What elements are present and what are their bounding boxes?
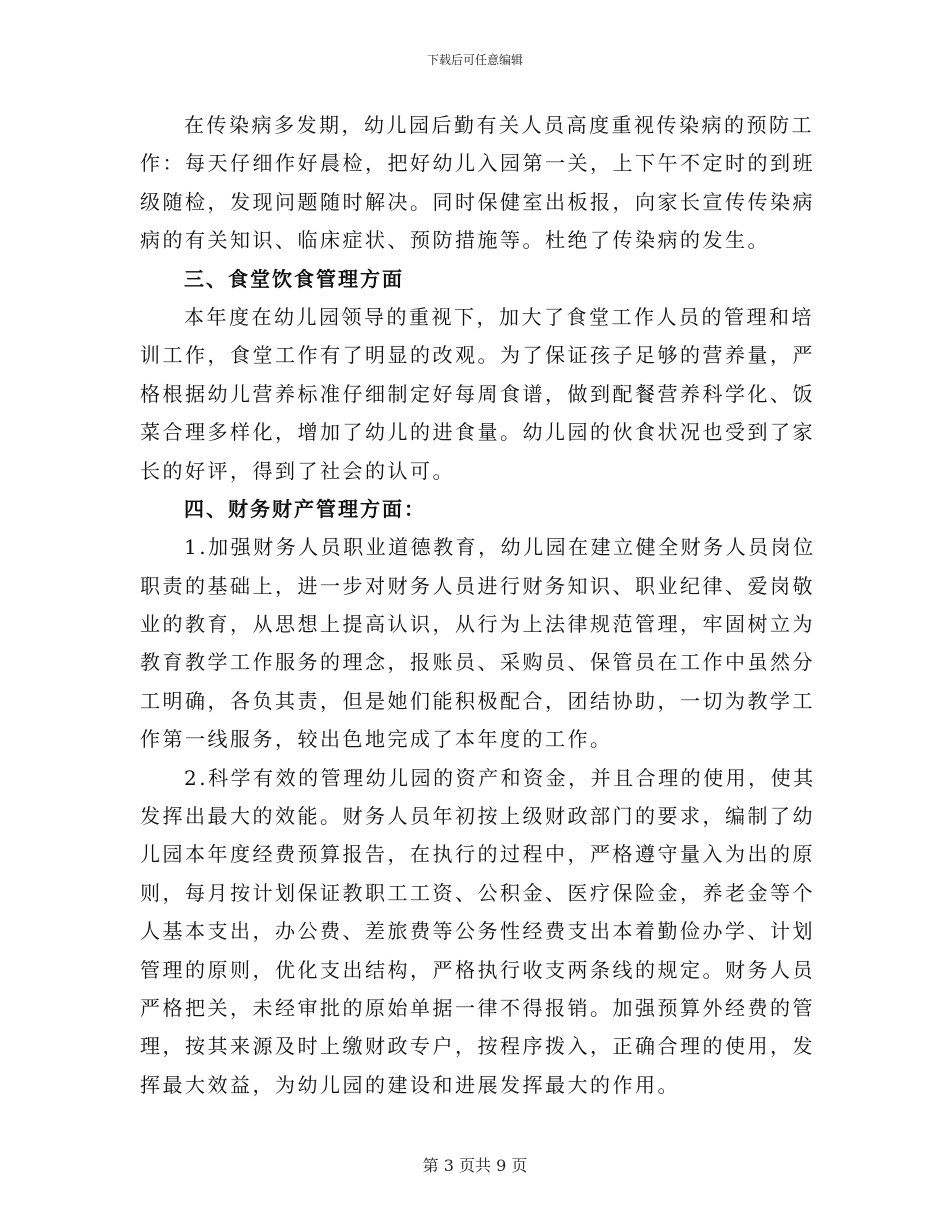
paragraph-line: 儿园本年度经费预算报告，在执行的过程中，严格遵守量入为出的原: [140, 842, 815, 867]
paragraph-line: 职责的基础上，进一步对财务人员进行财务知识、职业纪律、爱岗敬: [140, 573, 815, 598]
paragraph-line: 发挥出最大的效能。财务人员年初按上级财政部门的要求，编制了幼: [140, 804, 815, 829]
paragraph-line: 在传染病多发期，幼儿园后勤有关人员高度重视传染病的预防工: [184, 113, 814, 137]
paragraph-line: 级随检，发现问题随时解决。同时保健室出板报，向家长宣传传染病: [140, 189, 815, 214]
paragraph-line: 工明确，各负其责，但是她们能积极配合，团结协助，一切为教学工: [140, 688, 815, 713]
paragraph-line: 本年度在幼儿园领导的重视下，加大了食堂工作人员的管理和培: [184, 304, 814, 329]
paragraph-line: 教育教学工作服务的理念，报账员、采购员、保管员在工作中虽然分: [140, 650, 815, 675]
paragraph-line: 长的好评，得到了社会的认可。: [140, 458, 455, 483]
paragraph-line: 则，每月按计划保证教职工工资、公积金、医疗保险金，养老金等个: [140, 880, 815, 905]
paragraph-line: 训工作，食堂工作有了明显的改观。为了保证孩子足够的营养量，严: [140, 343, 815, 368]
paragraph-line: 管理的原则，优化支出结构，严格执行收支两条线的规定。财务人员: [140, 957, 815, 982]
paragraph-line: 作：每天仔细作好晨检，把好幼儿入园第一关，上下午不定时的到班: [140, 151, 815, 176]
paragraph-line: 业的教育，从思想上提高认识，从行为上法律规范管理，牢固树立为: [140, 612, 815, 637]
document-body: [140, 106, 816, 1104]
paragraph-line: 挥最大效益，为幼儿园的建设和进展发挥最大的作用。: [140, 1072, 680, 1097]
paragraph-line: 病的有关知识、临床症状、预防措施等。杜绝了传染病的发生。: [140, 228, 770, 253]
paragraph-line: 人基本支出，办公费、差旅费等公务性经费支出本着勤俭办学、计划: [140, 919, 815, 944]
paragraph-line: 2.科学有效的管理幼儿园的资产和资金，并且合理的使用，使其: [184, 765, 816, 790]
page-footer: 第 3 页共 9 页: [422, 1156, 528, 1175]
paragraph-line: 理，按其来源及时上缴财政专户，按程序拨入，正确合理的使用，发: [140, 1034, 815, 1059]
paragraph-line: 菜合理多样化，增加了幼儿的进食量。幼儿园的伙食状况也受到了家: [140, 420, 815, 445]
paragraph-line: 严格把关，未经审批的原始单据一律不得报销。加强预算外经费的管: [140, 995, 815, 1020]
section-heading: 四、财务财产管理方面：: [184, 496, 426, 521]
paragraph-line: 作第一线服务，较出色地完成了本年度的工作。: [140, 727, 613, 752]
paragraph-line: 格根据幼儿营养标准仔细制定好每周食谱，做到配餐营养科学化、饭: [140, 381, 815, 406]
section-heading: 三、食堂饮食管理方面: [184, 266, 404, 291]
page-header: 下载后可任意编辑: [426, 53, 523, 67]
paragraph-line: 1.加强财务人员职业道德教育，幼儿园在建立健全财务人员岗位: [184, 535, 816, 560]
